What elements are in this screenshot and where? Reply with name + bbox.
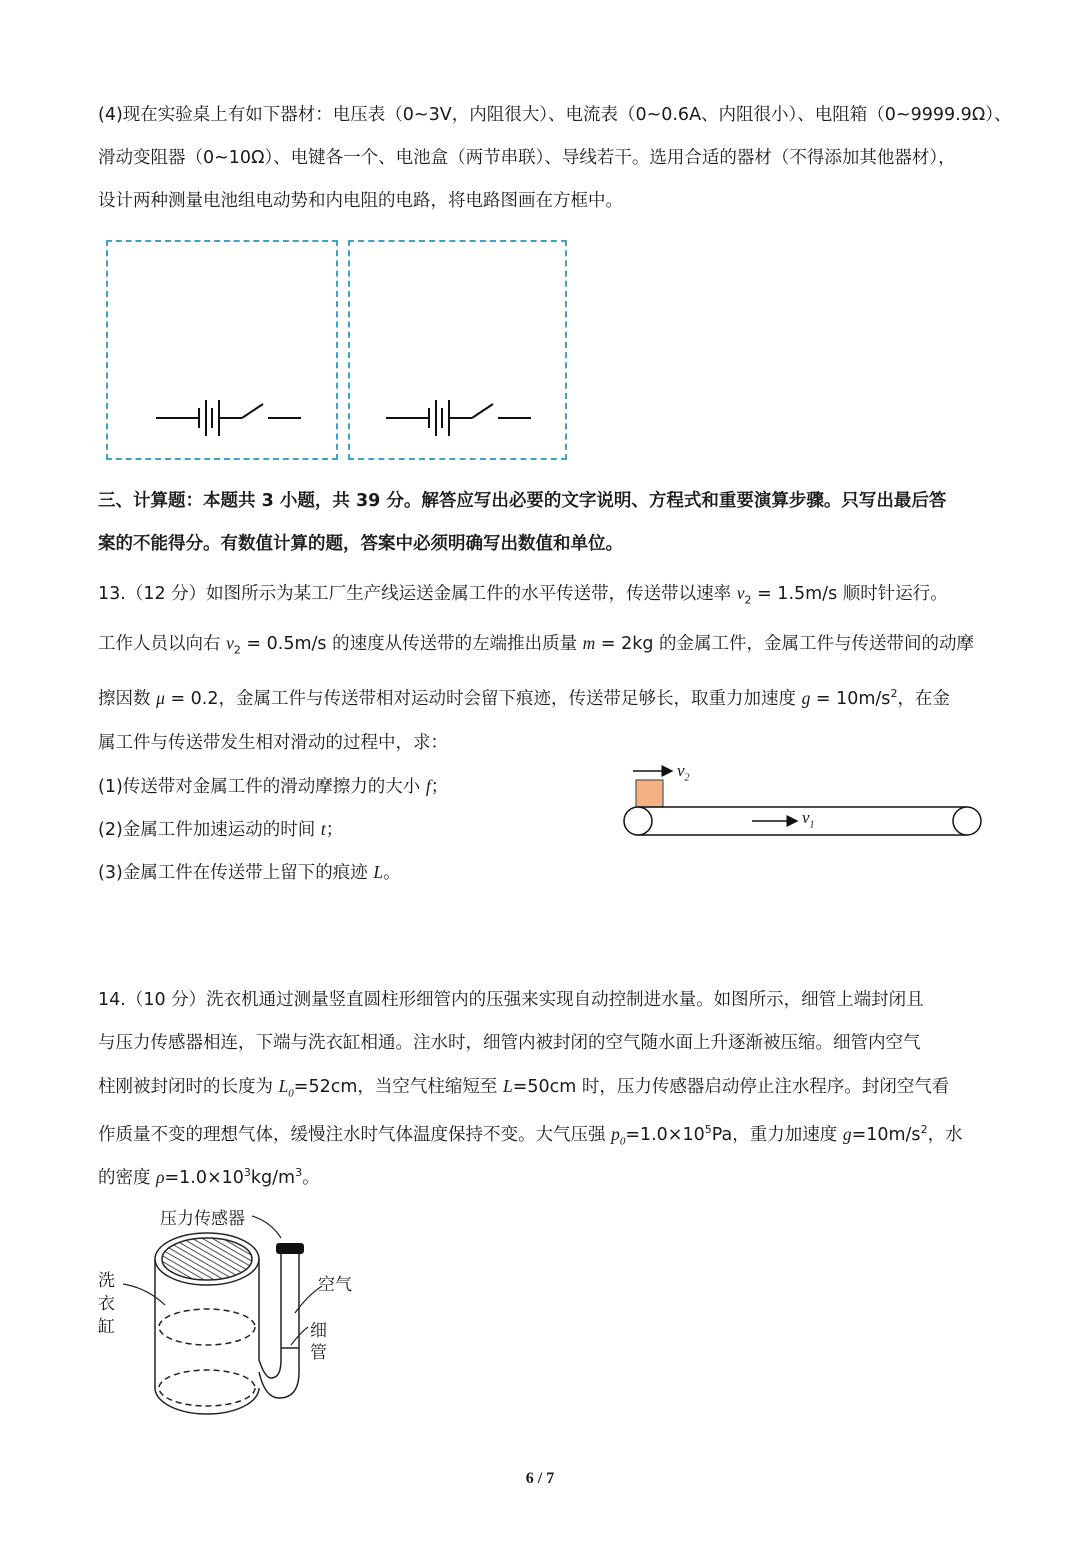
q14-line5: 的密度 $\rho=1.0\times 10^3kg/m^3$。 xyxy=(98,1166,320,1188)
q13-line3: 擦因数 μ = 0.2，金属工件与传送带相对运动时会留下痕迹，传送带足够长，取重力加速度 $g = 10m/s^2$，在金 xyxy=(98,687,950,709)
fig-label-air: 空气 xyxy=(318,1275,352,1295)
section3-instructions-line1: 三、计算题：本题共 3 小题，共 39 分。解答应写出必要的文字说明、方程式和重要演算步骤。只写出最后答 xyxy=(98,491,947,511)
v2-label: $v_2$ xyxy=(677,761,690,784)
page-number: 6 / 7 xyxy=(525,1470,555,1487)
q12-part4-line2: 滑动变阻器（0~10Ω）、电键各一个、电池盒（两节串联）、导线若干。选用合适的器材（不得添加其他器材）， xyxy=(98,148,956,168)
q14-line1: 14.（10 分）洗衣机通过测量竖直圆柱形细管内的压强来实现自动控制进水量。如图所示，细管上端封闭且 xyxy=(98,990,924,1010)
v1-label: $v_1$ xyxy=(802,808,815,831)
q14-line3: 柱刚被封闭时的长度为 $L_0=52cm$，当空气柱缩短至 L=50cm 时，压力传感器启动停止注水程序。封闭空气看 xyxy=(98,1076,950,1100)
fig-label-tube-1: 细 xyxy=(310,1321,327,1341)
q13-line2: 工作人员以向右 $v_2 = 0.5m/s$ 的速度从传送带的左端推出质量 m = 2kg 的金属工件，金属工件与传送带间的动摩 xyxy=(98,633,975,657)
fig-label-tank-2: 衣 xyxy=(98,1294,115,1314)
q13-subq1: (1)传送带对金属工件的滑动摩擦力的大小 f； xyxy=(98,776,449,797)
q13-line1: 13.（12 分）如图所示为某工厂生产线运送金属工件的水平传送带，传送带以速率 $v_2 = 1.5m/s$ 顺时针运行。 xyxy=(98,583,948,607)
fig-label-pressure-sensor: 压力传感器 xyxy=(160,1209,245,1229)
answer-box-1 xyxy=(106,240,338,460)
pressure-sensor-cap xyxy=(276,1243,304,1254)
right-pulley xyxy=(953,807,981,835)
q12-part4-line3: 设计两种测量电池组电动势和内电阻的电路，将电路图画在方框中。 xyxy=(98,191,623,211)
battery-switch-symbol-1 xyxy=(108,242,336,458)
left-pulley xyxy=(624,807,652,835)
q14-line4: 作质量不变的理想气体，缓慢注水时气体温度保持不变。大气压强 $p_0=1.0\times 10^5Pa$，重力加速度 $g=10m/s^2$，水 xyxy=(98,1123,963,1148)
answer-box-2 xyxy=(348,240,567,460)
q13-subq2: (2)金属工件加速运动的时间 t； xyxy=(98,819,344,840)
fig-label-tube-2: 管 xyxy=(310,1343,327,1363)
metal-workpiece xyxy=(636,780,663,807)
q13-line4: 属工件与传送带发生相对滑动的过程中，求： xyxy=(98,733,448,753)
fig-label-tank-1: 洗 xyxy=(98,1271,115,1291)
section3-instructions-line2: 案的不能得分。有数值计算的题，答案中必须明确写出数值和单位。 xyxy=(98,534,623,554)
battery-switch-symbol-2 xyxy=(350,242,565,458)
conveyor-belt-figure xyxy=(615,758,995,848)
q14-line2: 与压力传感器相连，下端与洗衣缸相通。注水时，细管内被封闭的空气随水面上升逐渐被压缩。细管内空气 xyxy=(98,1033,921,1053)
fig-label-tank-3: 缸 xyxy=(98,1317,115,1337)
q13-subq3: (3)金属工件在传送带上留下的痕迹 L。 xyxy=(98,862,401,883)
washing-machine-figure xyxy=(95,1200,365,1420)
q12-part4-line1: (4)现在实验桌上有如下器材：电压表（0~3V，内阻很大）、电流表（0~0.6A、内阻很小）、电阻箱（0~9999.9Ω）、 xyxy=(98,105,1012,125)
